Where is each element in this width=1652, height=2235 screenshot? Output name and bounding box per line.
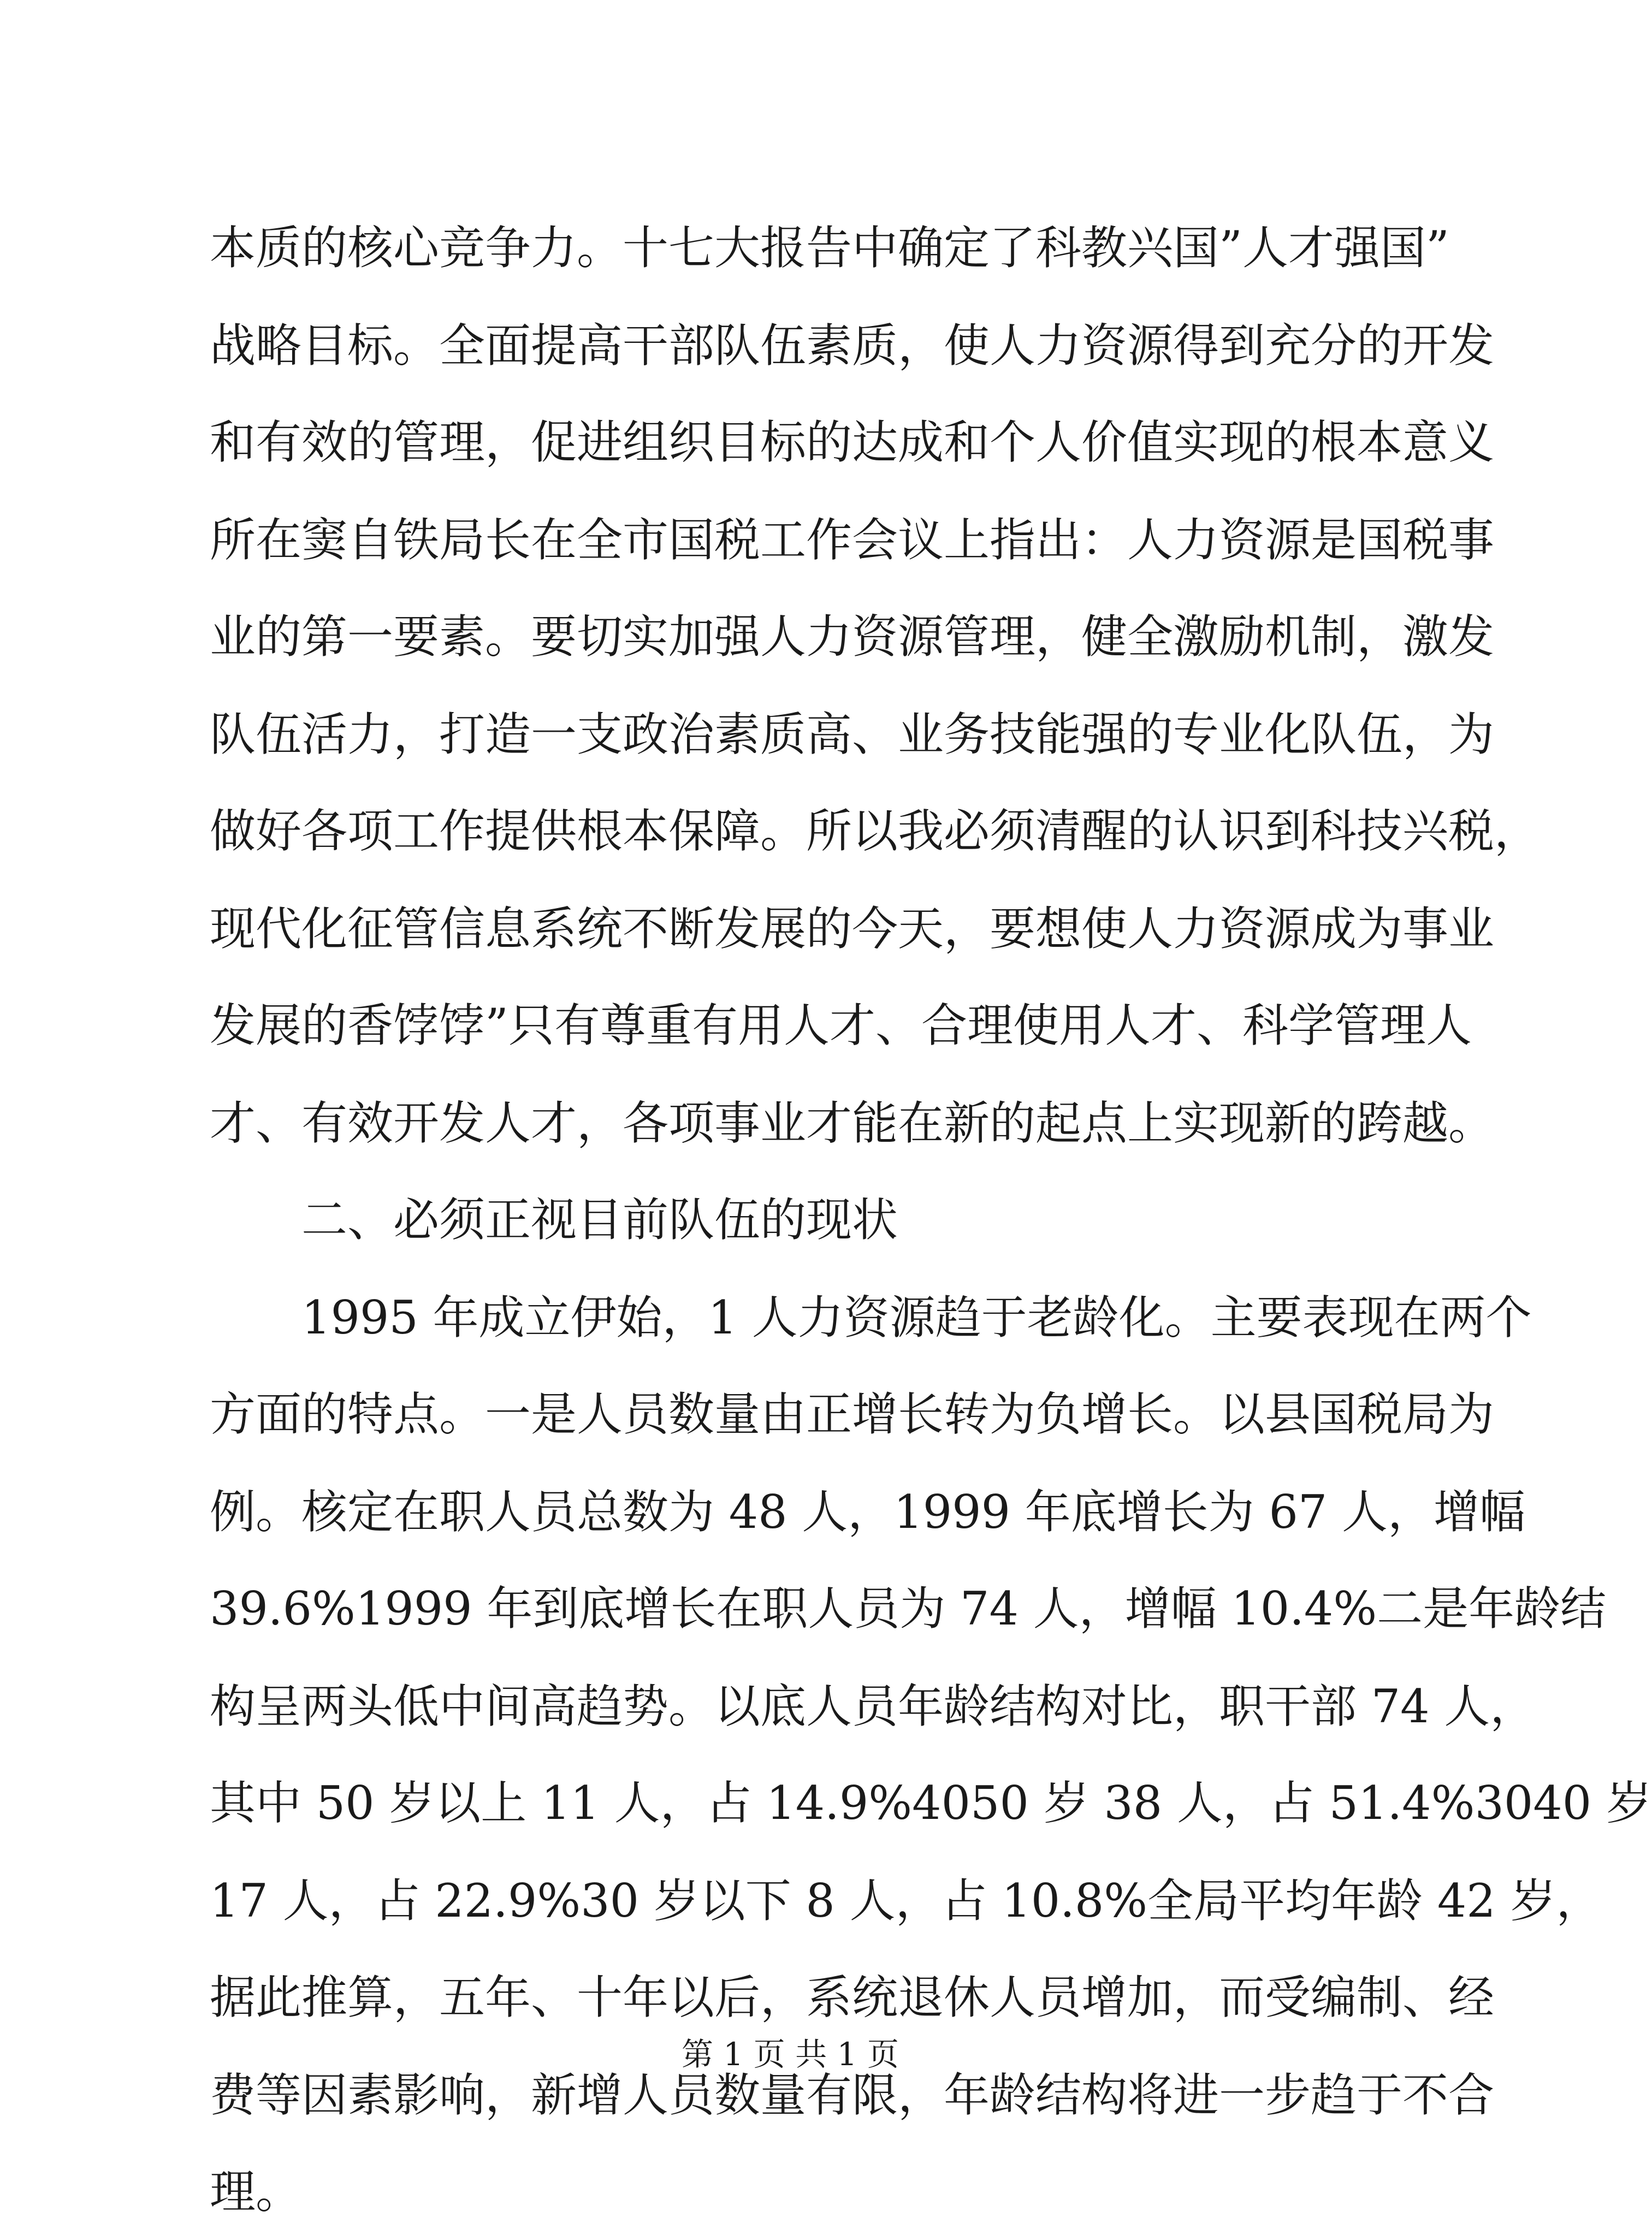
text-line: 17 人，占 22.9%30 岁以下 8 人，占 10.8%全局平均年龄 42 岁， [210,1874,1602,1928]
paragraph-first-line: 1995 年成立伊始，1 人力资源趋于老龄化。主要表现在两个 [301,1291,1532,1344]
text-line: 方面的特点。一是人员数量由正增长转为负增长。以县国税局为 [210,1388,1495,1441]
page-number-footer: 第 1 页 共 1 页 [682,2036,899,2073]
text-line: 战略目标。全面提高干部队伍素质，使人力资源得到充分的开发 [210,319,1495,372]
text-line: 费等因素影响，新增人员数量有限，年龄结构将进一步趋于不合 [210,2068,1495,2122]
text-line: 所在窦自铁局长在全市国税工作会议上指出：人力资源是国税事 [210,513,1495,567]
text-line: 才、有效开发人才，各项事业才能在新的起点上实现新的跨越。 [210,1096,1495,1150]
text-line: 发展的香饽饽”只有尊重有用人才、合理使用人才、科学管理人 [210,999,1472,1052]
text-line: 构呈两头低中间高趋势。以底人员年龄结构对比，职干部 74 人， [210,1680,1536,1733]
text-line: 例。核定在职人员总数为 48 人，1999 年底增长为 67 人，增幅 [210,1485,1526,1539]
text-line: 据此推算，五年、十年以后，系统退休人员增加，而受编制、经 [210,1971,1495,2024]
text-line: 其中 50 岁以上 11 人，占 14.9%4050 岁 38 人，占 51.4%3040 岁 [210,1776,1652,1830]
text-line: 队伍活力，打造一支政治素质高、业务技能强的专业化队伍，为 [210,708,1495,761]
text-line: 业的第一要素。要切实加强人力资源管理，健全激励机制，激发 [210,610,1495,663]
text-line: 做好各项工作提供根本保障。所以我必须清醒的认识到科技兴税， [210,804,1541,858]
section-heading: 二、必须正视目前队伍的现状 [301,1193,898,1247]
text-line: 和有效的管理，促进组织目标的达成和个人价值实现的根本意义 [210,416,1495,469]
text-line: 理。 [210,2165,302,2219]
text-line: 现代化征管信息系统不断发展的今天，要想使人力资源成为事业 [210,902,1495,956]
text-line: 本质的核心竞争力。十七大报告中确定了科教兴国”人才强国” [210,221,1449,275]
text-line: 39.6%1999 年到底增长在职人员为 74 人，增幅 10.4%二是年龄结 [210,1582,1607,1635]
